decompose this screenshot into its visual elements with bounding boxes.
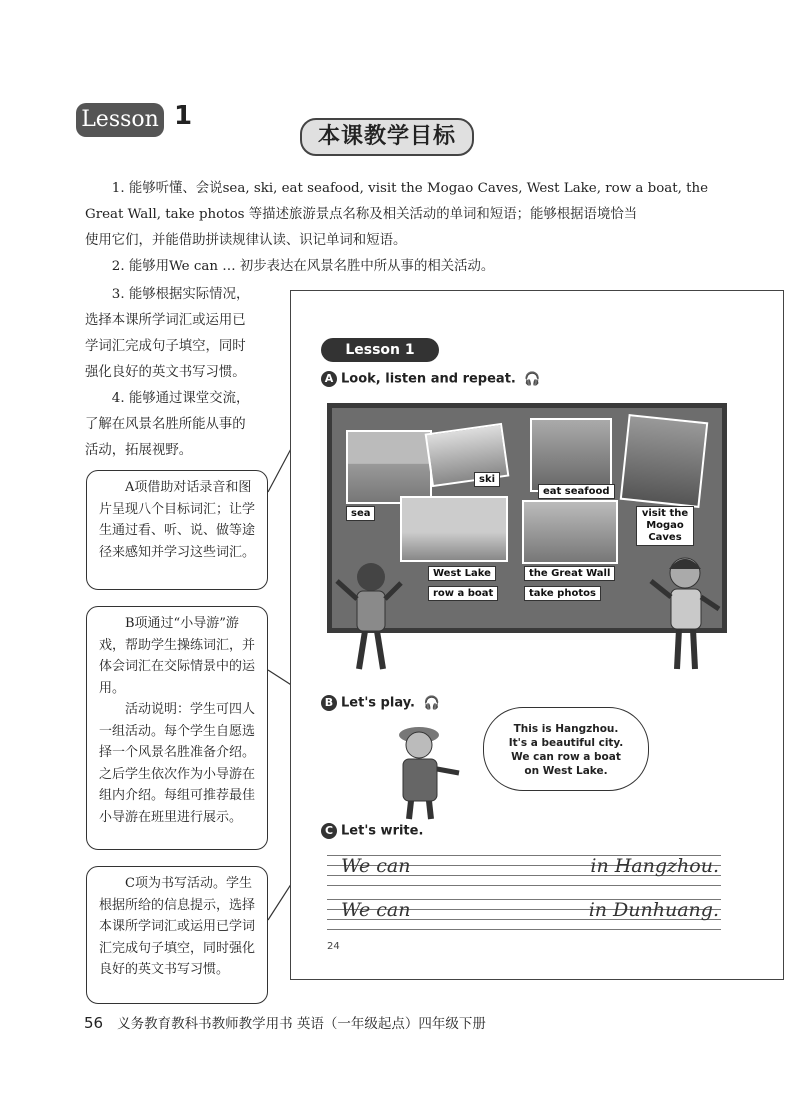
speech-bubble (483, 707, 649, 791)
objective-1-line-2: Great Wall, take photos 等描述旅游景点名称及相关活动的单词和短语；能够根据语境恰当 (85, 207, 638, 222)
objective-3-line-3: 学词汇完成句子填空，同时 (85, 339, 246, 354)
headphones-icon: 🎧 (423, 695, 440, 711)
mogao-photo (620, 414, 709, 508)
footer-page-number: 56 (84, 1014, 104, 1032)
writing-line-1 (327, 851, 721, 889)
objective-4-line-1: 4. 能够通过课堂交流， (111, 391, 250, 406)
page-footer (84, 1012, 486, 1032)
tour-guide-illustration (375, 721, 461, 821)
note-b-text-2: 活动说明：学生可四人一组活动。每个学生自愿选择一个风景名胜准备介绍。之后学生依次作为小导游在组内介绍。每组可推荐最佳小导游在班里进行展示。 (99, 702, 256, 825)
section-c-title: Let's write. (341, 823, 424, 839)
lesson-number: 1 (174, 101, 193, 131)
section-c-header (321, 823, 423, 839)
sea-photo (346, 430, 432, 504)
objective-1-line-1: 1. 能够听懂、会说sea, ski, eat seafood, visit the Mogao Caves, West Lake, row a boat, the (111, 181, 709, 196)
section-b-title: Let's play. (341, 695, 415, 711)
book-lesson-badge: Lesson 1 (321, 338, 439, 362)
label-row-a-boat: row a boat (428, 586, 498, 601)
note-a-text: A项借助对话录音和图片呈现八个目标词汇；让学生通过看、听、说、做等途径来感知并学习这些词汇。 (99, 480, 256, 560)
section-a-title: Look, listen and repeat. (341, 371, 516, 387)
page-title: 本课教学目标 (300, 118, 474, 156)
section-b-letter: B (321, 695, 337, 711)
boy-illustration (335, 559, 405, 677)
section-b-header (321, 695, 440, 711)
objective-4-line-2: 了解在风景名胜所能从事的 (85, 417, 246, 432)
label-take-photos: take photos (524, 586, 601, 601)
textbook-page (290, 290, 784, 980)
girl-illustration (647, 553, 723, 677)
writing-line-2 (327, 895, 721, 933)
headphones-icon: 🎧 (524, 371, 541, 387)
writing-line-1-end: in Hangzhou. (590, 855, 719, 877)
writing-line-2-end: in Dunhuang. (588, 899, 719, 921)
bubble-line-4: on West Lake. (524, 765, 608, 777)
note-c-text: C项为书写活动。学生根据所给的信息提示，选择本课所学词汇或运用已学词汇完成句子填空，同时强化良好的英文书写习惯。 (99, 876, 256, 977)
section-c-letter: C (321, 823, 337, 839)
west-lake-photo (400, 496, 508, 562)
objective-1-line-3: 使用它们，并能借助拼读规律认读、识记单词和短语。 (85, 233, 407, 248)
bubble-line-2: It's a beautiful city. (508, 737, 624, 749)
label-sea: sea (346, 506, 375, 521)
label-west-lake: West Lake (428, 566, 496, 581)
label-mogao: visit the Mogao Caves (636, 506, 694, 546)
section-a-letter: A (321, 371, 337, 387)
bubble-line-3: We can row a boat (511, 751, 621, 763)
objective-3-line-1: 3. 能够根据实际情况， (111, 287, 250, 302)
note-b-text-1: B项通过“小导游”游戏，帮助学生操练词汇，并体会词汇在交际情景中的运用。 (99, 616, 256, 696)
bubble-line-1: This is Hangzhou. (513, 723, 619, 735)
section-a-header (321, 371, 541, 387)
label-ski: ski (474, 472, 500, 487)
seafood-photo (530, 418, 612, 492)
book-page-number: 24 (327, 941, 340, 952)
objective-3-line-2: 选择本课所学词汇或运用已 (85, 313, 246, 328)
objective-2: 2. 能够用We can … 初步表达在风景名胜中所从事的相关活动。 (111, 259, 495, 274)
objective-3-line-4: 强化良好的英文书写习惯。 (85, 365, 246, 380)
label-great-wall: the Great Wall (524, 566, 615, 581)
objective-4-line-3: 活动，拓展视野。 (85, 443, 193, 458)
writing-line-1-start: We can (341, 855, 411, 877)
footer-book-title: 义务教育教科书教师教学用书 英语（一年级起点）四年级下册 (117, 1016, 486, 1032)
writing-line-2-start: We can (341, 899, 411, 921)
lesson-word: Lesson (76, 103, 164, 137)
label-eat-seafood: eat seafood (538, 484, 615, 499)
great-wall-photo (522, 500, 618, 564)
